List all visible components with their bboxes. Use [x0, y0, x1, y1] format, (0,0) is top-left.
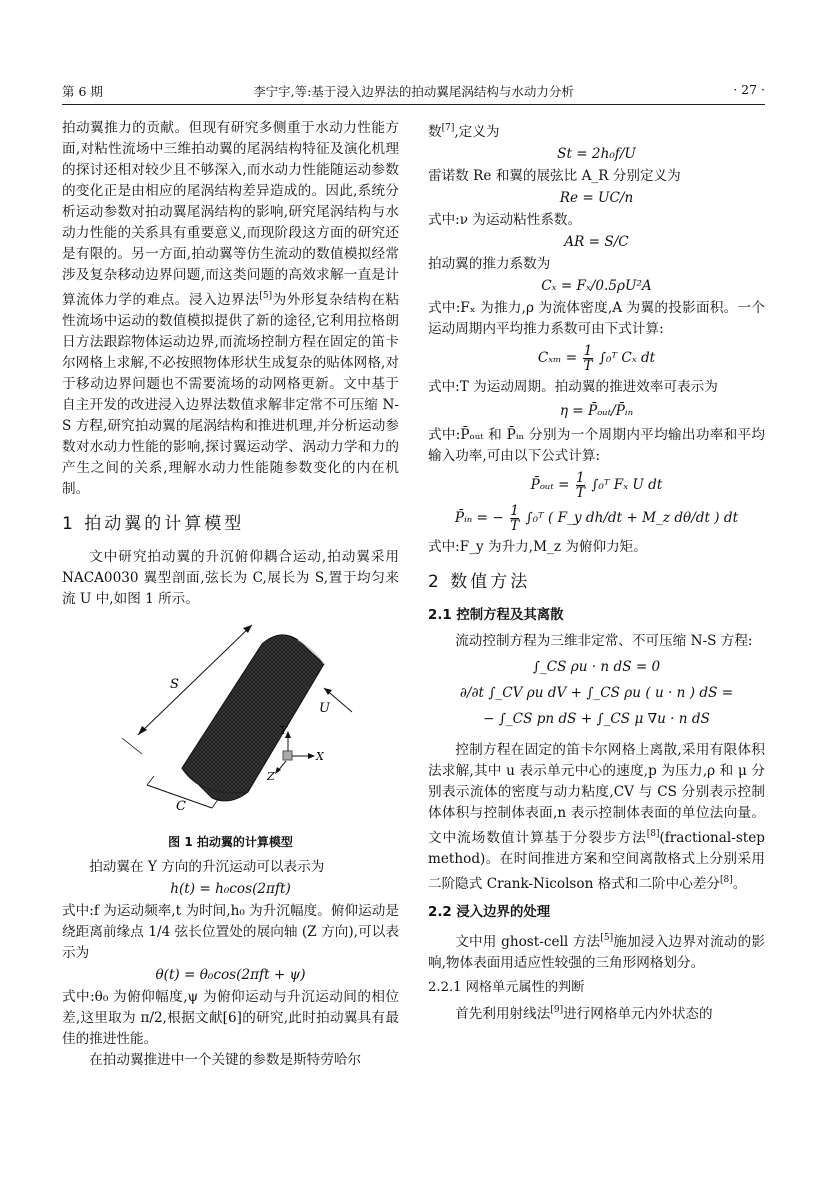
paragraph: 流动控制方程为三维非定常、不可压缩 N-S 方程:	[455, 633, 753, 649]
paragraph: 式中:ν 为运动粘性系数。	[428, 212, 582, 228]
paragraph: 数[7],定义为	[428, 123, 500, 140]
equation-reynolds: Re = UC/n	[559, 190, 634, 206]
paragraph: 式中:T 为运动周期。拍动翼的推进效率可表示为	[428, 379, 718, 395]
paragraph: 文中用 ghost-cell 方法[5]施加浸入边界对流动的影响,物体表面用适应性较强的三角形网格划分。	[428, 933, 766, 971]
header-rule	[62, 104, 765, 105]
paragraph: 拍动翼在 Y 方向的升沉运动可以表示为	[89, 859, 325, 875]
equation-continuity: ∫_CS ρu · n dS = 0	[532, 659, 661, 675]
equation-pitch: θ(t) = θ₀cos(2πft + ψ)	[155, 967, 306, 983]
paragraph: 式中:P̄ₒᵤₜ 和 P̄ᵢₙ 分别为一个周期内平均输出功率和平均输入功率,可由以下公式计算:	[428, 427, 765, 464]
citation: [5]	[259, 291, 273, 301]
chord-label: C	[176, 799, 186, 814]
freestream-label: U	[319, 701, 330, 716]
paragraph: 拍动翼推力的贡献。但现有研究多侧重于水动力性能方面,对粘性流场中三维拍动翼的尾涡结构特征及演化机理的探讨还相对较少且不够深入,而水动力性能随运动参数的变化正是由相应的尾涡结构差异造成的。因此,系统分析运动参数对拍动翼尾涡结构的影响,研究尾涡结构与水动力性能的关系具有重要意义,而现阶段这方面的研究还是有限的。另一方面,拍动翼等仿生流动的数值模拟经常涉及复杂移动边界问题,而这类问题的高效求解一直是计算流体力学的难点。浸入边界法[5]为外形复杂结构在粘性流场中运动的数值模拟提供了新的途径,它利用拉格朗日方法跟踪物体运动边界,而流场控制方程在固定的笛卡尔网格上求解,不必按照物体形状生成复杂的贴体网格,对于移动边界问题也不需要流场的动网格更新。文中基于自主开发的改进浸入边界法数值求解非定常不可压缩 N-S 方程,研究拍动翼的尾涡结构和推进机理,并分析运动参数对水动力性能的影响,探讨翼运动学、涡动力学和力的产生之间的关系,理解水动力性能随参数变化的内在机制。	[62, 120, 400, 497]
subsubsection-heading-2-2-1: 2.2.1 网格单元属性的判断	[428, 980, 585, 995]
page-number: · 27 ·	[733, 82, 765, 97]
citation: [8]	[720, 875, 733, 885]
equation-thrust-coefficient: Cₓ = Fₓ/0.5ρU²A	[541, 278, 652, 294]
paragraph: 首先利用射线法[9]进行网格单元内外状态的	[455, 1005, 713, 1022]
equation-power-out: P̄ₒᵤₜ = $\frac{1}{T}$ ∫₀ᵀ Fₓ U dt	[530, 470, 663, 501]
equation-momentum-2: − ∫_CS pn dS + ∫_CS μ ∇u · n dS	[483, 711, 710, 727]
paragraph: 式中:θ₀ 为俯仰幅度,ψ 为俯仰运动与升沉运动间的相位差,这里取为 π/2,根据文献[6]的研究,此时拍动翼具有最佳的推进性能。	[62, 989, 399, 1047]
z-axis-label: Z	[267, 770, 275, 783]
wing-model-illustration	[62, 620, 399, 828]
issue-number: 第 6 期	[62, 84, 103, 99]
citation: [8]	[646, 829, 660, 839]
citation: [7]	[441, 123, 455, 133]
paragraph: 在拍动翼推进中一个关键的参数是斯特劳哈尔	[89, 1052, 362, 1068]
paragraph: 式中:F_y 为升力,M_z 为俯仰力矩。	[428, 539, 647, 555]
citation: [9]	[550, 1005, 564, 1015]
right-column	[428, 118, 765, 1025]
left-column	[62, 118, 399, 1071]
equation-mean-thrust: Cₓₘ = $\frac{1}{T}$ ∫₀ᵀ Cₓ dt	[537, 343, 656, 374]
paragraph: 控制方程在固定的笛卡尔网格上离散,采用有限体积法求解,其中 u 表示单元中心的速度,p 为压力,ρ 和 μ 分别表示流体的密度与动力粘度,CV 与 CS 分别表示控制体体积与控制体表面,n 表示控制体表面的单位法向量。文中流场数值计算基于分裂步方法[8](fractional-step method)。在时间推进方案和空间离散格式上分别采用二阶隐式 Crank-Nicolson 格式和二阶中心差分[8]。	[428, 742, 765, 892]
x-axis-label: X	[316, 750, 324, 763]
section-heading-2: 2 数值方法	[428, 572, 531, 592]
paragraph: 雷诺数 Re 和翼的展弦比 A_R 分别定义为	[428, 168, 681, 184]
paragraph: 拍动翼的推力系数为	[428, 256, 551, 272]
equation-momentum-1: ∂/∂t ∫_CV ρu dV + ∫_CS ρu ( u · n ) dS =	[459, 685, 734, 701]
section-heading-1: 1 拍动翼的计算模型	[62, 514, 245, 534]
paragraph: 式中:f 为运动频率,t 为时间,h₀ 为升沉幅度。俯仰运动是绕距离前缘点 1/4 弦长位置处的展向轴 (Z 方向),可以表示为	[62, 903, 399, 961]
y-axis-label: Y	[280, 724, 288, 737]
figure-1	[62, 620, 399, 828]
subsection-heading-2-2: 2.2 浸入边界的处理	[428, 905, 551, 920]
equation-efficiency: η = P̄ₒᵤₜ/P̄ᵢₙ	[559, 403, 634, 419]
figure-caption: 图 1 拍动翼的计算模型	[168, 835, 293, 849]
span-label: S	[170, 677, 179, 692]
paragraph: 文中研究拍动翼的升沉俯仰耦合运动,拍动翼采用 NACA0030 翼型剖面,弦长为 C,展长为 S,置于均匀来流 U 中,如图 1 所示。	[62, 549, 399, 607]
subsection-heading-2-1: 2.1 控制方程及其离散	[428, 608, 564, 623]
citation: [5]	[600, 933, 614, 943]
equation-heave: h(t) = h₀cos(2πft)	[170, 881, 291, 897]
equation-strouhal: St = 2h₀f/U	[557, 146, 636, 162]
equation-power-in: P̄ᵢₙ = − $\frac{1}{T}$ ∫₀ᵀ ( F_y dh/dt + M_z dθ/dt ) dt	[454, 503, 739, 534]
running-title: 李宁宇,等:基于浸入边界法的拍动翼尾涡结构与水动力分析	[253, 84, 574, 99]
paragraph: 式中:Fₓ 为推力,ρ 为流体密度,A 为翼的投影面积。一个运动周期内平均推力系数可由下式计算:	[428, 300, 765, 337]
equation-aspect-ratio: AR = S/C	[564, 234, 629, 250]
running-header	[62, 82, 765, 104]
